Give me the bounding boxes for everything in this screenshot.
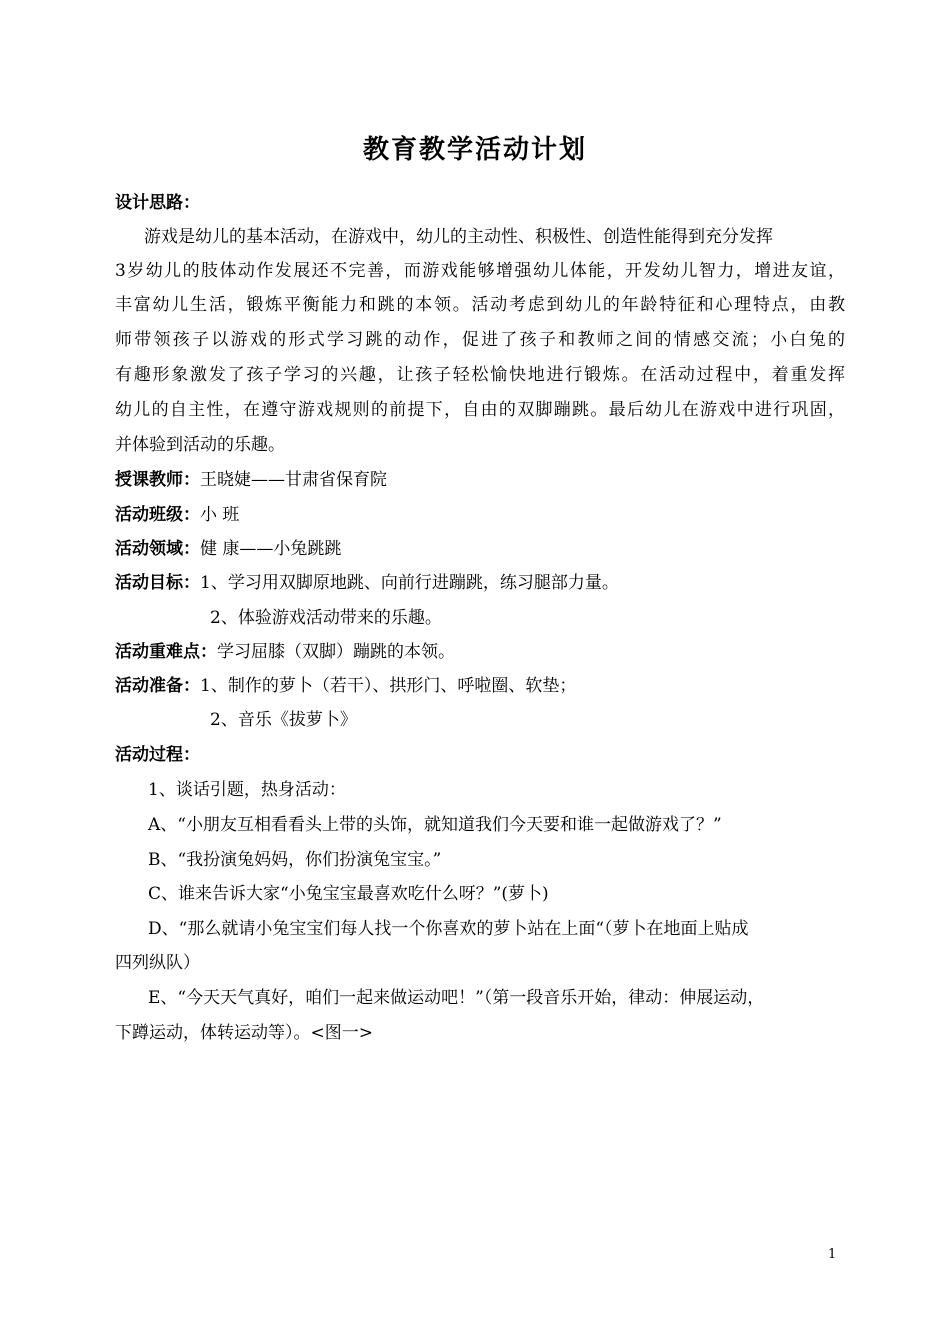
prep-label: 活动准备： bbox=[115, 676, 200, 696]
design-heading: 设计思路： bbox=[115, 193, 200, 213]
prep-row bbox=[115, 669, 845, 703]
goal-item: 1、学习用双脚原地跳、向前行进蹦跳，练习腿部力量。 bbox=[200, 573, 619, 593]
design-paragraph-line: 3岁幼儿的肢体动作发展还不完善，而游戏能够增强幼儿体能，开发幼儿智力，增进友谊， bbox=[115, 261, 845, 281]
process-heading: 活动过程： bbox=[115, 745, 200, 765]
goals-label: 活动目标： bbox=[115, 573, 200, 593]
design-paragraph-line: 游戏是幼儿的基本活动，在游戏中，幼儿的主动性、积极性、创造性能得到充分发挥 bbox=[144, 227, 773, 247]
prep-item: 1、制作的萝卜（若干）、拱形门、呼啦圈、软垫； bbox=[200, 676, 577, 696]
design-paragraph-line: 并体验到活动的乐趣。 bbox=[115, 435, 285, 455]
prep-item: 2、音乐《拔萝卜》 bbox=[210, 710, 357, 730]
process-step: B、“我扮演兔妈妈，你们扮演兔宝宝。” bbox=[148, 850, 442, 870]
teacher-label: 授课教师： bbox=[115, 470, 200, 490]
class-row bbox=[115, 498, 845, 532]
design-paragraph-line: 有趣形象激发了孩子学习的兴趣，让孩子轻松愉快地进行锻炼。在活动过程中，着重发挥 bbox=[115, 365, 845, 385]
domain-row bbox=[115, 532, 845, 566]
document-title: 教育教学活动计划 bbox=[362, 135, 587, 165]
key-label: 活动重难点： bbox=[115, 642, 217, 662]
goals-row bbox=[115, 566, 845, 600]
teacher-value: 王晓婕——甘肃省保育院 bbox=[200, 470, 387, 490]
design-paragraph-line: 丰富幼儿生活，锻炼平衡能力和跳的本领。活动考虑到幼儿的年龄特征和心理特点，由教 bbox=[115, 295, 845, 315]
teacher-row bbox=[115, 463, 845, 497]
domain-value: 健 康——小兔跳跳 bbox=[200, 539, 342, 559]
process-step: C、谁来告诉大家“小兔宝宝最喜欢吃什么呀？”(萝卜) bbox=[148, 884, 549, 904]
design-paragraph-line: 师带领孩子以游戏的形式学习跳的动作，促进了孩子和教师之间的情感交流；小白兔的 bbox=[115, 330, 845, 350]
process-step-continuation: 下蹲运动，体转运动等）。<图一> bbox=[115, 1023, 373, 1043]
key-row bbox=[115, 635, 845, 669]
domain-label: 活动领域： bbox=[115, 539, 200, 559]
page-number: 1 bbox=[828, 1247, 837, 1262]
process-step: D、“那么就请小兔宝宝们每人找一个你喜欢的萝卜站在上面“（萝卜在地面上贴成 bbox=[148, 919, 749, 939]
process-step: 1、谈话引题，热身活动： bbox=[148, 780, 346, 800]
process-step: A、“小朋友互相看看头上带的头饰，就知道我们今天要和谁一起做游戏了？” bbox=[148, 815, 722, 835]
process-step: E、“今天天气真好，咱们一起来做运动吧！”（第一段音乐开始，律动：伸展运动， bbox=[148, 988, 765, 1008]
goal-item: 2、体验游戏活动带来的乐趣。 bbox=[210, 608, 442, 628]
process-step-continuation: 四列纵队） bbox=[115, 953, 200, 973]
class-value: 小 班 bbox=[200, 505, 240, 525]
design-paragraph-line: 幼儿的自主性，在遵守游戏规则的前提下，自由的双脚蹦跳。最后幼儿在游戏中进行巩固， bbox=[115, 400, 845, 420]
key-value: 学习屈膝（双脚）蹦跳的本领。 bbox=[217, 642, 455, 662]
class-label: 活动班级： bbox=[115, 505, 200, 525]
